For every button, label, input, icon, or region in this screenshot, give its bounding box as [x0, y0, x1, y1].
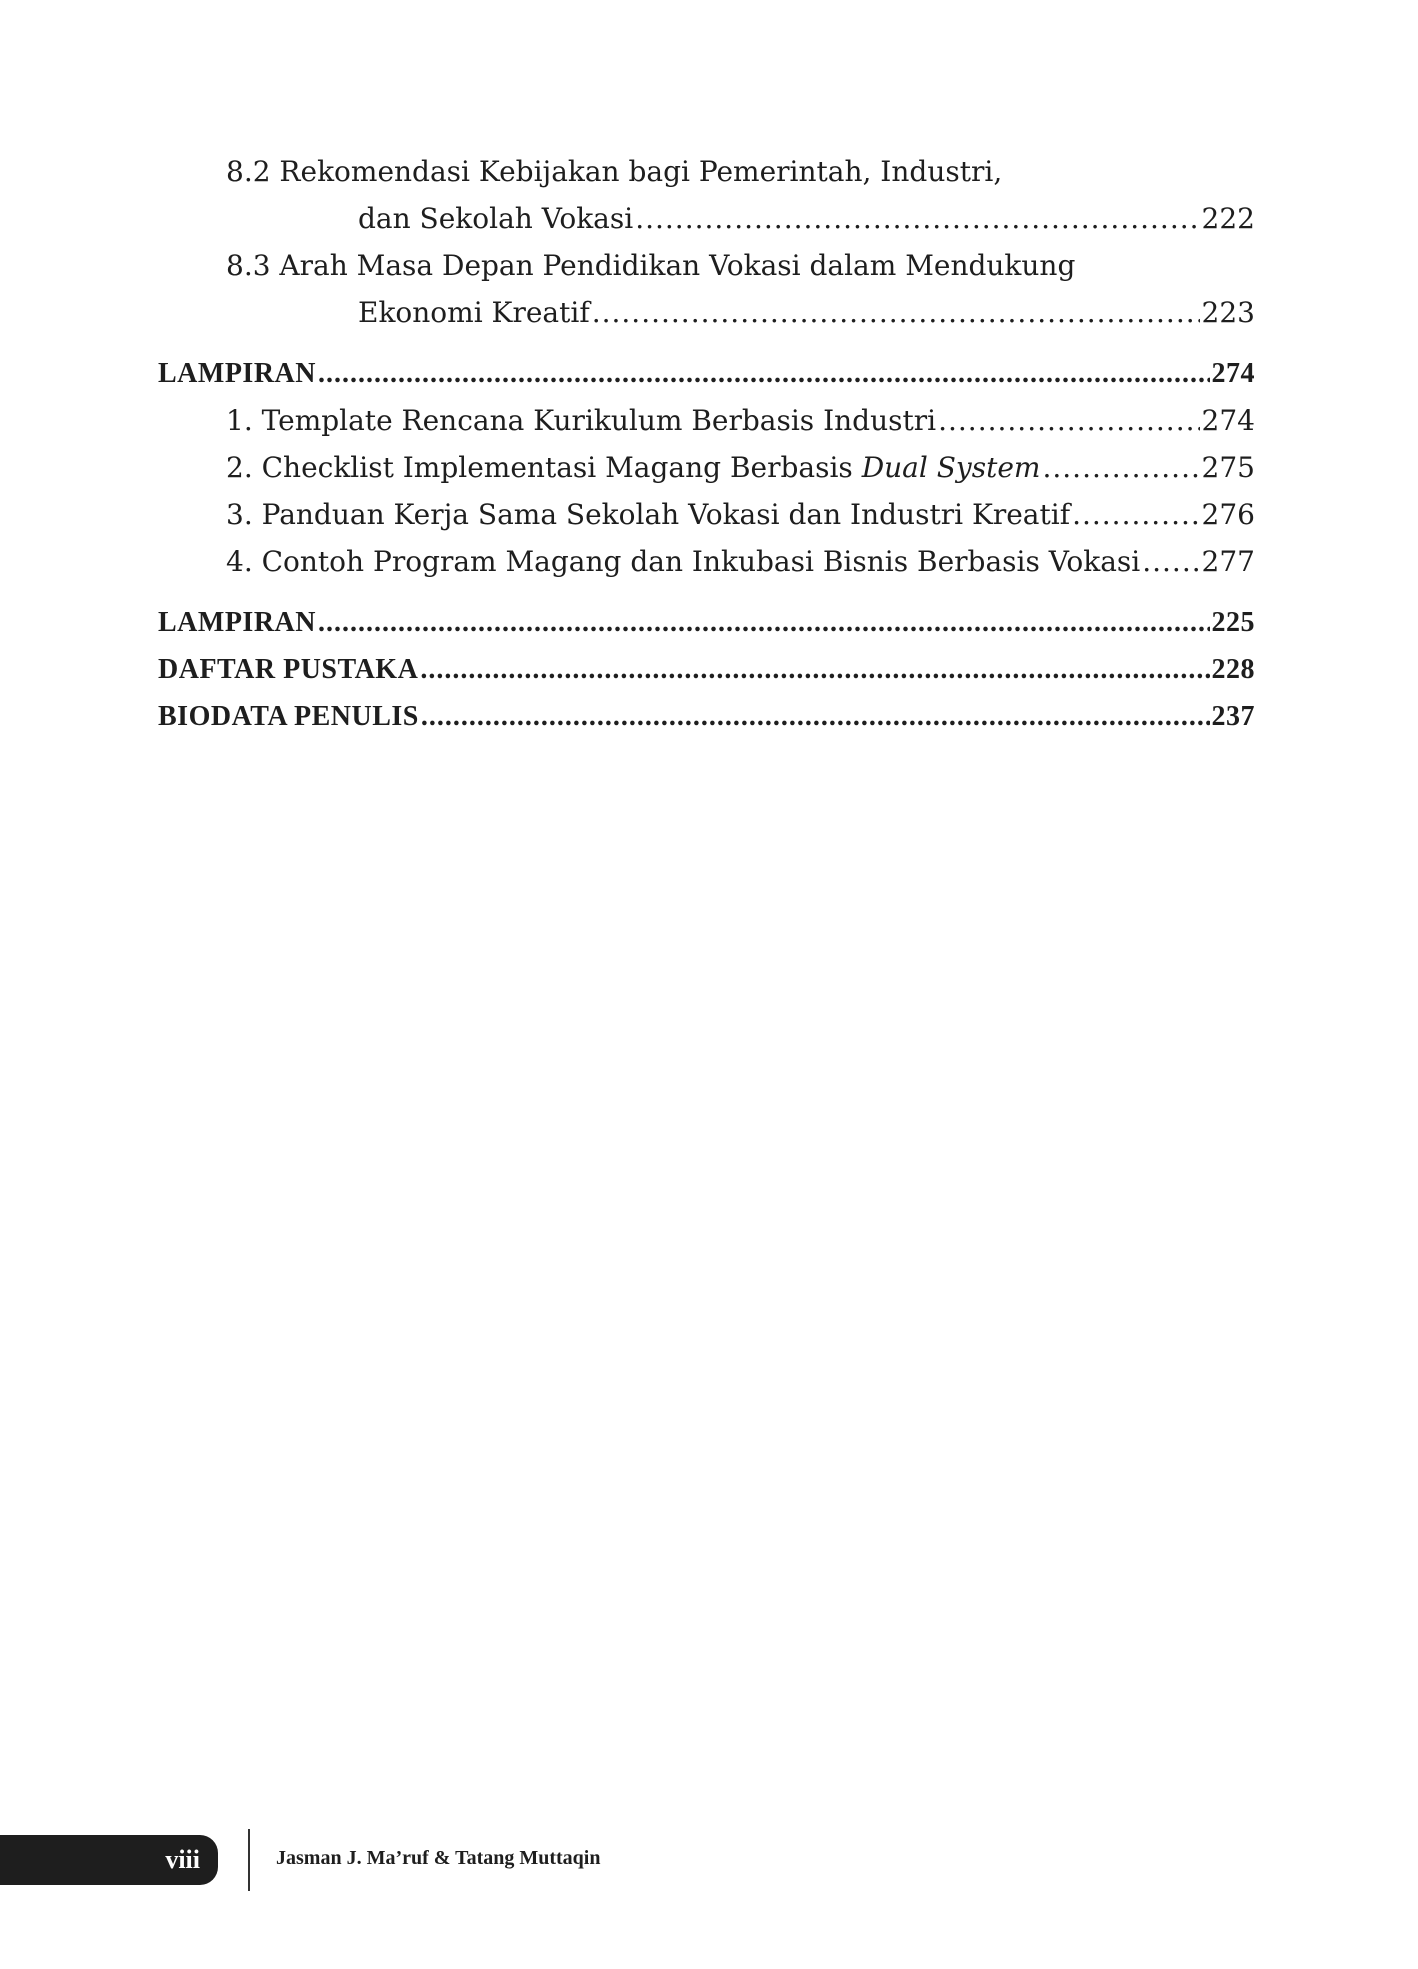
dot-leader — [635, 195, 1199, 242]
toc-page-number: 223 — [1201, 296, 1255, 329]
dot-leader — [1042, 444, 1199, 491]
toc-page-number: 274 — [1211, 358, 1255, 389]
toc-page-number: 222 — [1201, 202, 1255, 235]
toc-entry-title — [226, 444, 1040, 491]
toc-entry-biodata-penulis[interactable] — [158, 693, 1255, 740]
table-of-contents — [158, 148, 1255, 740]
toc-entry-lampiran-3[interactable] — [158, 491, 1255, 538]
spacer — [158, 336, 1255, 350]
toc-entry-title: 8.3 Arah Masa Depan Pendidikan Vokasi dalam Mendukung — [226, 249, 1076, 282]
dot-leader — [1072, 491, 1199, 538]
toc-page-number: 277 — [1201, 545, 1255, 578]
toc-entry-title-italic: Dual System — [861, 451, 1041, 484]
toc-page-number: 225 — [1211, 607, 1255, 638]
dot-leader — [938, 397, 1199, 444]
dot-leader — [592, 289, 1200, 336]
dot-leader — [318, 599, 1210, 646]
toc-entry-title: LAMPIRAN — [158, 607, 316, 638]
dot-leader — [421, 693, 1210, 740]
toc-entry-lampiran-second[interactable] — [158, 599, 1255, 646]
page-footer — [0, 1835, 700, 1885]
footer-divider — [248, 1829, 250, 1891]
toc-entry-8-3[interactable] — [158, 242, 1255, 336]
toc-entry-leader-line — [226, 195, 1255, 242]
toc-entry-leader-line — [226, 289, 1255, 336]
toc-page-number: 275 — [1201, 451, 1255, 484]
page-number: viii — [165, 1845, 200, 1874]
toc-entry-daftar-pustaka[interactable] — [158, 646, 1255, 693]
dot-leader — [318, 350, 1210, 397]
toc-entry-title: DAFTAR PUSTAKA — [158, 654, 419, 685]
toc-entry-lampiran-2[interactable] — [158, 444, 1255, 491]
toc-entry-title: 8.2 Rekomendasi Kebijakan bagi Pemerintah, Industri, — [226, 155, 1003, 188]
toc-entry-lampiran[interactable] — [158, 350, 1255, 397]
spacer — [158, 585, 1255, 599]
toc-page-number: 274 — [1201, 404, 1255, 437]
toc-entry-lampiran-4[interactable] — [158, 538, 1255, 585]
toc-entry-title: 3. Panduan Kerja Sama Sekolah Vokasi dan Industri Kreatif — [226, 498, 1071, 531]
toc-entry-8-2[interactable] — [158, 148, 1255, 242]
dot-leader — [1142, 538, 1199, 585]
toc-page-number: 237 — [1211, 701, 1255, 732]
toc-entry-title: LAMPIRAN — [158, 358, 316, 389]
page-number-tab — [0, 1835, 218, 1885]
toc-page-number: 276 — [1201, 498, 1255, 531]
footer-authors: Jasman J. Ma’ruf & Tatang Muttaqin — [276, 1847, 601, 1869]
toc-entry-title: 1. Template Rencana Kurikulum Berbasis Industri — [226, 404, 937, 437]
toc-entry-title: BIODATA PENULIS — [158, 701, 419, 732]
toc-entry-title-prefix: 2. Checklist Implementasi Magang Berbasis — [226, 451, 862, 484]
toc-page-number: 228 — [1211, 654, 1255, 685]
toc-entry-lampiran-1[interactable] — [158, 397, 1255, 444]
toc-entry-title-cont: Ekonomi Kreatif — [358, 296, 590, 329]
toc-entry-title-cont: dan Sekolah Vokasi — [358, 202, 634, 235]
toc-entry-title: 4. Contoh Program Magang dan Inkubasi Bisnis Berbasis Vokasi — [226, 545, 1141, 578]
dot-leader — [420, 646, 1209, 693]
